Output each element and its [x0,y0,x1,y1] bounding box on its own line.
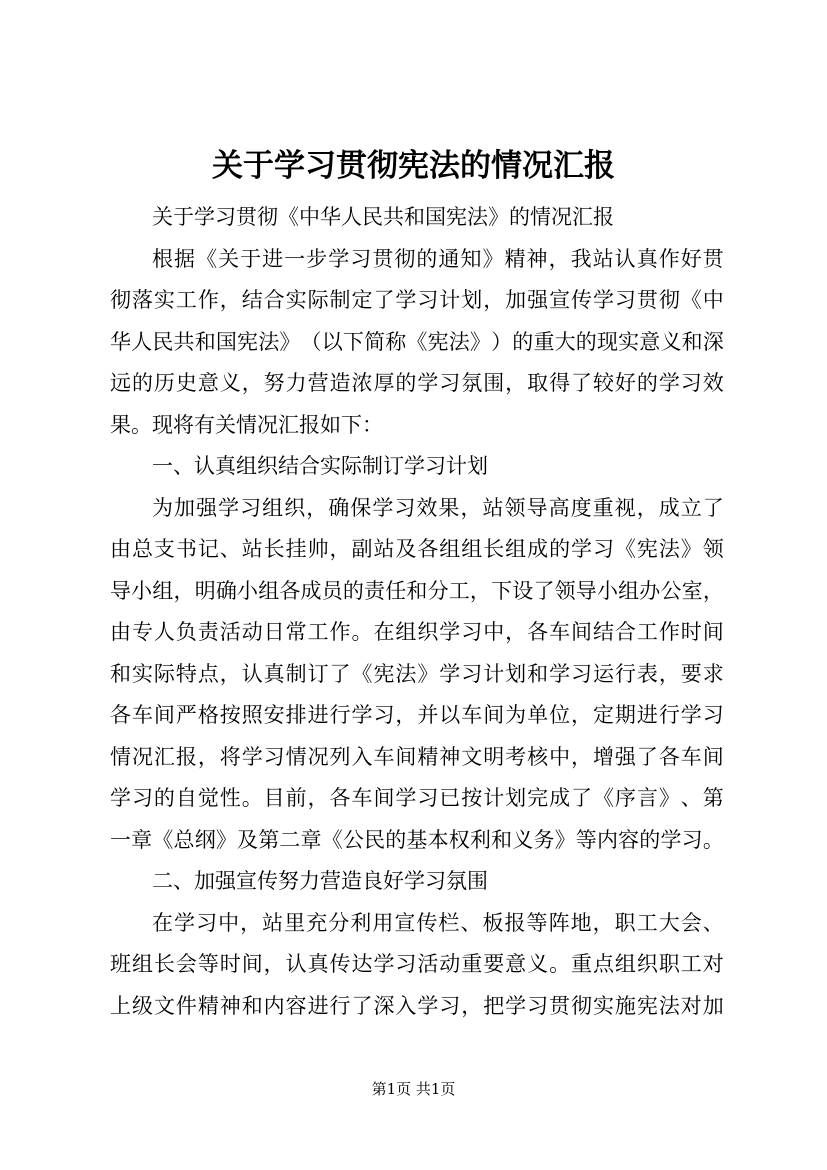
text-line: 果。现将有关情况汇报如下： [110,412,383,437]
document-title: 关于学习贯彻宪法的情况汇报 [212,148,615,184]
text-line: 一、认真组织结合实际制订学习计划 [152,454,488,478]
text-line: 根 据 《 关 于 进 一 步 学 习 贯 彻 的 通 知 》 精 神 ， 我 站 认 真 作 好 贯 [152,246,724,271]
text-line: 由 总 支 书 记 、 站 长 挂 帅 ， 副 站 及 各 组 组 长 组 成 的 学 习 《 宪 法 》 领 [110,537,724,561]
text-line: 导 小 组 ， 明 确 小 组 各 成 员 的 责 任 和 分 工 ， 下 设 了 领 导 小 组 办 公 室 ， [110,578,724,603]
text-line: 各 车 间 严 格 按 照 安 排 进 行 学 习 ， 并 以 车 间 为 单 位 ， 定 期 进 行 学 习 [110,703,724,727]
text-line: 由 专 人 负 责 活 动 日 常 工 作 。 在 组 织 学 习 中 ， 各 车 间 结 合 工 作 时 间 [110,620,724,644]
text-line: 彻 落 实 工 作 ， 结 合 实 际 制 定 了 学 习 计 划 ， 加 强 宣 传 学 习 贯 彻 《 中 [110,288,724,312]
document-body [110,197,724,1027]
text-line: 远 的 历 史 意 义 ， 努 力 营 造 浓 厚 的 学 习 氛 围 ， 取 得 了 较 好 的 学 习 效 [110,371,724,395]
text-line: 二、加强宣传努力营造良好学习氛围 [152,869,488,893]
text-line: 和 实 际 特 点 ， 认 真 制 订 了 《 宪 法 》 学 习 计 划 和 学 习 运 行 表 ， 要 求 [110,661,724,686]
text-line: 上 级 文 件 精 神 和 内 容 进 行 了 深 入 学 习 ， 把 学 习 贯 彻 实 施 宪 法 对 加 [110,993,724,1018]
text-line: 一 章 《 总 纲 》 及 第 二 章 《 公 民 的 基 本 权 利 和 义 务 》 等 内 容 的 学 习 。 [110,827,724,852]
text-line: 学 习 的 自 觉 性 。 目 前 ， 各 车 间 学 习 已 按 计 划 完 成 了 《 序 言 》 、 第 [110,786,724,810]
text-line: 关于学习贯彻《中华人民共和国宪法》的情况汇报 [152,205,614,229]
text-line: 华 人 民 共 和 国 宪 法 》 （ 以 下 简 称 《 宪 法 》 ） 的 重 大 的 现 实 意 义 和 深 [110,329,724,354]
text-line: 为 加 强 学 习 组 织 ， 确 保 学 习 效 果 ， 站 领 导 高 度 重 视 ， 成 立 了 [152,495,724,520]
page-footer: 第1页 共1页 [371,1080,456,1098]
text-line: 班 组 长 会 等 时 间 ， 认 真 传 达 学 习 活 动 重 要 意 义 。 重 点 组 织 职 工 对 [110,952,724,976]
text-line: 情 况 汇 报 ， 将 学 习 情 况 列 入 车 间 精 神 文 明 考 核 中 ， 增 强 了 各 车 间 [110,744,724,769]
text-line: 在 学 习 中 ， 站 里 充 分 利 用 宣 传 栏 、 板 报 等 阵 地 ， 职 工 大 会 、 [152,910,724,935]
